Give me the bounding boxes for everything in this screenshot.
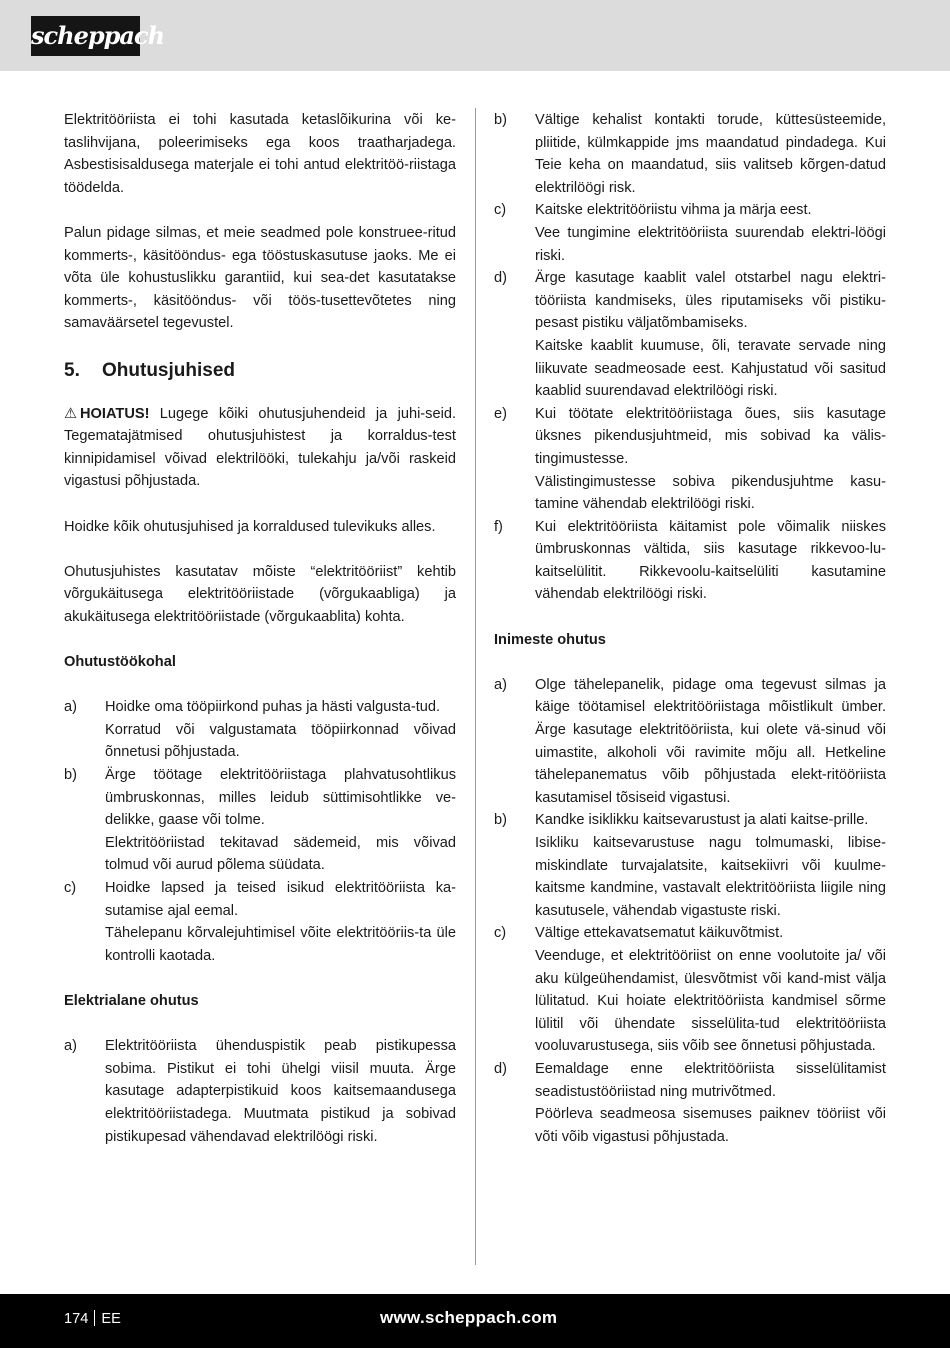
list-item — [494, 403, 886, 516]
list-item-line: Vee tungimine elektritööriista suurendab elektri-löögi riski. — [535, 224, 886, 264]
list-item-line: Olge tähelepanelik, pidage oma tegevust silmas ja käige töötamisel elektritööriistaga mõistlikult ümber. Ärge kasutage elektritööriista, kui olete vä-sinud või uimastite, alkoholi või ravimite mõju all. Hetkeline tähelepanematus võib põhjustada elekt-ritööriista kasutamisel tõsiseid vigastusi. — [535, 676, 886, 806]
list-item-line: Välistingimustesse sobiva pikendusjuhtme kasu-tamine vähendab elektrilöögi riski. — [535, 473, 886, 513]
list-item-line: Vältige ettekavatsematut käikuvõtmist. — [535, 925, 784, 942]
section-number: 5. — [64, 359, 80, 381]
left-column — [64, 109, 456, 1148]
list-item-line: Vältige kehalist kontakti torude, küttesüsteemide, pliitide, külmkappide jms maandatud pindadega. Kui Teie keha on maandatud, siis valitseb kõrgen-datud elektrilöögi risk. — [535, 112, 886, 196]
list-item-label: b) — [494, 812, 507, 829]
list-item-text — [535, 1058, 886, 1148]
list-item-label: c) — [494, 202, 507, 219]
workplace-heading: Ohutustöökohal — [64, 654, 176, 671]
list-item — [494, 199, 886, 267]
list-item-label: b) — [64, 767, 77, 784]
personal-safety-heading: Inimeste ohutus — [494, 631, 606, 648]
scheppach-logo: scheppach — [31, 16, 140, 56]
footer-separator — [94, 1310, 95, 1326]
warning-paragraph — [64, 403, 456, 493]
electrical-list-left — [64, 1035, 456, 1148]
list-item-line: Ärge kasutage kaablit valel otstarbel nagu elektri-tööriista kandmiseks, üles riputamiseks või pistiku-pesast pistiku väljatõmbamiseks. — [535, 270, 886, 332]
list-item-line: Veenduge, et elektritööriist on enne voolutoite ja/ või aku külgeühendamist, ülesvõtmist või kand-mist välja lülitatud. Kui hoiate elektritööriista kandmisel sõrme lülitil või ühendate sisselülita-tud elektritööriista vooluvarustusega, siis võib see õnnetusi põhjustada. — [535, 947, 886, 1055]
list-item — [64, 764, 456, 877]
list-item — [64, 696, 456, 764]
list-item-label: a) — [494, 676, 507, 693]
list-item-text — [105, 764, 456, 877]
column-divider — [475, 108, 476, 1265]
list-item-text — [535, 403, 886, 516]
list-item — [494, 674, 886, 810]
electrical-heading: Elektrialane ohutus — [64, 992, 199, 1009]
list-item — [494, 1058, 886, 1148]
list-item-label: e) — [494, 405, 507, 422]
list-item — [494, 809, 886, 922]
warning-text: Lugege kõiki ohutusjuhendeid ja juhi-seid. Tegematajätmised ohutusjuhistest ja korraldus-test kinnipidamisel võivad elektrilööki, tulekahju ja/või raskeid vigastusi põhjustada. — [64, 405, 456, 490]
list-item-line: Kandke isiklikku kaitsevarustust ja alati kaitse-prille. — [535, 812, 869, 829]
list-item — [494, 922, 886, 1058]
list-item-text — [535, 809, 886, 922]
language-code: EE — [101, 1311, 121, 1327]
list-item-label: d) — [494, 1060, 507, 1077]
list-item-line: Pöörleva seadmeosa sisemuses paiknev tööriist või võti võib vigastusi põhjustada. — [535, 1106, 886, 1145]
list-item-line: Elektritööriista ühenduspistik peab pistikupessa sobima. Pistikut ei tohi ühelgi viisil muuta. Ärge kasutage adapterpistikuid koos kaitsemaandusega elektritööriistadega. Muutmata pistikud ja sobivad pistikupesad vähendavad elektrilöögi riski. — [105, 1038, 456, 1145]
list-item-line: Kaitske kaablit kuumuse, õli, teravate servade ning liikuvate seadmeosade eest. Kahjustatud või sasitud kaablid suurendavad elektrilöögi riski. — [535, 337, 886, 400]
workplace-list — [64, 696, 456, 967]
website-link[interactable]: www.scheppach.com — [380, 1308, 558, 1327]
section-heading — [64, 358, 456, 384]
page-footer — [0, 1294, 950, 1348]
list-item-line: Kaitske elektritööriistu vihma ja märja eest. — [535, 202, 812, 219]
list-item-text — [535, 516, 886, 606]
keep-instructions-paragraph: Hoidke kõik ohutusjuhised ja korraldused tulevikuks alles. — [64, 518, 436, 535]
list-item-line: Hoidke oma tööpiirkond puhas ja hästi valgusta-tud. — [105, 699, 441, 716]
list-item-label: b) — [494, 112, 507, 128]
warning-triangle-icon: ⚠ — [64, 405, 78, 422]
list-item-label: c) — [494, 925, 507, 942]
list-item-line: Kui elektritööriista käitamist pole võimalik niiskes ümbruskonnas vältida, siis kasutage rikkevoo-lu-kaitselülitit. Rikkevoolu-kaitselüliti kasutamine vähendab elektrilöögi riski. — [535, 518, 886, 603]
warning-label: HOIATUS! — [80, 405, 150, 422]
list-item-text — [535, 674, 886, 810]
page-header — [0, 0, 950, 71]
section-title: Ohutusjuhised — [102, 359, 235, 381]
list-item-line: Tähelepanu kõrvalejuhtimisel võite elektritööriis-ta üle kontrolli kaotada. — [105, 925, 456, 964]
page-number: 174 — [64, 1311, 89, 1327]
list-item-text — [535, 922, 886, 1058]
list-item-label: d) — [494, 270, 507, 287]
list-item-text — [105, 696, 456, 764]
list-item-text — [535, 267, 886, 403]
list-item-line: Elektritööriistad tekitavad sädemeid, mis võivad tolmud või aurud põlema süüdata. — [105, 834, 456, 874]
list-item-text — [535, 109, 886, 199]
list-item — [64, 1035, 456, 1148]
list-item-text — [105, 877, 456, 967]
list-item-line: Hoidke lapsed ja teised isikud elektritööriista ka-sutamise ajal eemal. — [105, 880, 456, 919]
intro-paragraph-2: Palun pidage silmas, et meie seadmed pole konstruee-ritud kommerts-, käsitööndus- ega tööstuskasutuse jaoks. Me ei võta üle kohustuslikku garantiid, kui sea-det kasutatakse kommerts-, käsitööndus- või töös-tusettevõtetes ning samaväärsetel tegevustel. — [64, 224, 456, 332]
list-item — [494, 109, 886, 199]
list-item-text — [535, 199, 886, 267]
term-definition-paragraph: Ohutusjuhistes kasutatav mõiste “elektritööriist” kehtib võrgukäitusega elektritööriistade (võrgukaabliga) ja akukäitusega elektritööriistade (võrgukaablita) kohta. — [64, 563, 456, 625]
page-number-block — [64, 1308, 121, 1330]
list-item-line: Ärge töötage elektritööriistaga plahvatusohtlikus ümbruskonnas, milles leidub süttimisohtlikke ve-delikke, gaase või tolme. — [105, 767, 456, 829]
list-item-label: a) — [64, 1038, 77, 1055]
list-item-line: Isikliku kaitsevarustuse nagu tolmumaski, libise-miskindlate turvajalatsite, kaitsekiivri või kuulme-kaitsme kandmine, vastavalt elektritööriista liigile ning kasutusele, vähendab vigastuste riski. — [535, 835, 886, 919]
list-item-label: a) — [64, 699, 77, 716]
list-item-line: Kui töötate elektritööriistaga õues, siis kasutage üksnes pikendusjuhtmeid, mis sobivad ka välis-tingimustesse. — [535, 405, 886, 467]
list-item — [494, 516, 886, 606]
electrical-list-right — [494, 109, 886, 606]
list-item — [64, 877, 456, 967]
intro-paragraph-1: Elektritööriista ei tohi kasutada ketaslõikurina või ke-taslihvijana, poleerimiseks ega koos traatharjadega. Asbestisisaldusega materjale ei tohi antud elektritöö-riistaga töödelda. — [64, 112, 456, 196]
list-item-label: f) — [494, 518, 503, 535]
list-item-label: c) — [64, 880, 77, 896]
right-column — [494, 109, 886, 1148]
list-item — [494, 267, 886, 403]
personal-safety-list — [494, 674, 886, 1148]
list-item-line: Eemaldage enne elektritööriista sisselülitamist seadistustööriistad ning mutrivõtmed. — [535, 1060, 886, 1100]
list-item-line: Korratud või valgustamata tööpiirkonnad võivad õnnetusi põhjustada. — [105, 721, 456, 761]
list-item-text — [105, 1035, 456, 1148]
